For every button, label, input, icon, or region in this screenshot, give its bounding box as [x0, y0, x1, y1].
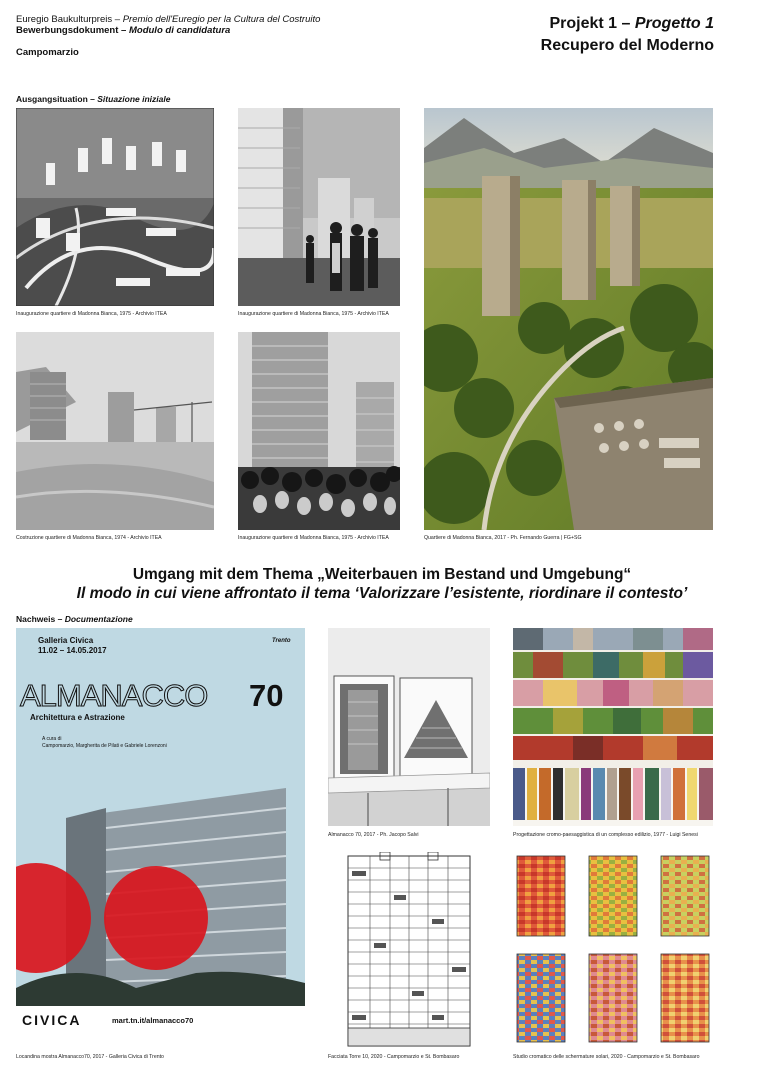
project-name: Recupero del Moderno — [540, 37, 714, 54]
caption-photo-2: Inaugurazione quartiere di Madonna Bianca, 1975 - Archivio ITEA — [238, 311, 389, 317]
drawing-facciata-torre-10 — [340, 852, 478, 1048]
caption-photo-3: Costruzione quartiere di Madonna Bianca, 1974 - Archivio ITEA — [16, 535, 162, 541]
header-doc-it: Modulo di candidatura — [128, 25, 231, 36]
photo-inauguration-crowd — [238, 332, 400, 530]
caption-doc-5: Studio cromatico delle schermature solari, 2020 - Campomarzio e St. Bombasaro — [513, 1054, 700, 1060]
header-author: Campomarzio — [16, 47, 79, 58]
caption-doc-3: Progettazione cromo-paesaggistica di un complesso edilizio, 1977 - Luigi Senesi — [513, 832, 698, 838]
theme-title-it: Il modo in cui viene affrontato il tema ‘Valorizzare l’esistente, riordinare il contesto’ — [76, 585, 688, 602]
project-number: Projekt 1 – Progetto 1 — [549, 15, 714, 32]
caption-photo-5: Quartiere di Madonna Bianca, 2017 - Ph. Fernando Guerra | FG+SG — [424, 535, 582, 541]
theme-title-de: Umgang mit dem Thema „Weiterbauen im Bestand und Umgebung“ — [132, 566, 632, 583]
caption-doc-1: Locandina mostra Almanacco70, 2017 - Galleria Civica di Trento — [16, 1054, 164, 1060]
poster-almanacco70 — [16, 628, 305, 1048]
poster-logo-trento: Trento — [272, 638, 291, 644]
image-cromo-paesaggistica — [513, 628, 713, 826]
poster-subtitle: Architettura e Astrazione — [30, 713, 125, 722]
poster-brand: CIVICA — [22, 1012, 82, 1028]
photo-construction-1974 — [16, 332, 214, 530]
caption-doc-4: Facciata Torre 10, 2020 - Campomarzio e St. Bombasaro — [328, 1054, 460, 1060]
caption-doc-2: Almanacco 70, 2017 - Ph. Jacopo Salvi — [328, 832, 419, 838]
photo-inauguration-towers — [238, 108, 400, 306]
section-documentation-label: Nachweis – Documentazione — [16, 614, 133, 624]
header-doc-de: Bewerbungsdokument — [16, 25, 119, 36]
photo-exhibition-almanacco — [328, 628, 490, 826]
image-studio-cromatico — [513, 852, 713, 1048]
poster-curated-label: A cura di — [42, 736, 62, 742]
header-line-2: Bewerbungsdokument – Modulo di candidatura — [16, 25, 231, 36]
caption-photo-4: Inaugurazione quartiere di Madonna Bianca, 1975 - Archivio ITEA — [238, 535, 389, 541]
poster-dates: 11.02 – 14.05.2017 — [38, 646, 107, 655]
photo-aerial-1975 — [16, 108, 214, 306]
poster-gallery: Galleria Civica — [38, 636, 94, 645]
poster-url: mart.tn.it/almanacco70 — [112, 1016, 194, 1025]
poster-title-main: ALMANACCO — [20, 678, 208, 713]
poster-title-number: 70 — [249, 678, 284, 713]
section-initial-label: Ausgangsituation – Situazione iniziale — [16, 94, 171, 104]
caption-photo-1: Inaugurazione quartiere di Madonna Bianca, 1975 - Archivio ITEA — [16, 311, 167, 317]
header-line-1: Euregio Baukulturpreis – Premio dell'Euregio per la Cultura del Costruito — [16, 14, 321, 25]
poster-curators: Campomarzio, Margherita de Pilati e Gabriele Lorenzoni — [42, 743, 167, 749]
header-prize-de: Euregio Baukulturpreis — [16, 14, 113, 25]
photo-quartiere-2017 — [424, 108, 713, 530]
header-prize-it: Premio dell'Euregio per la Cultura del Costruito — [122, 14, 321, 25]
